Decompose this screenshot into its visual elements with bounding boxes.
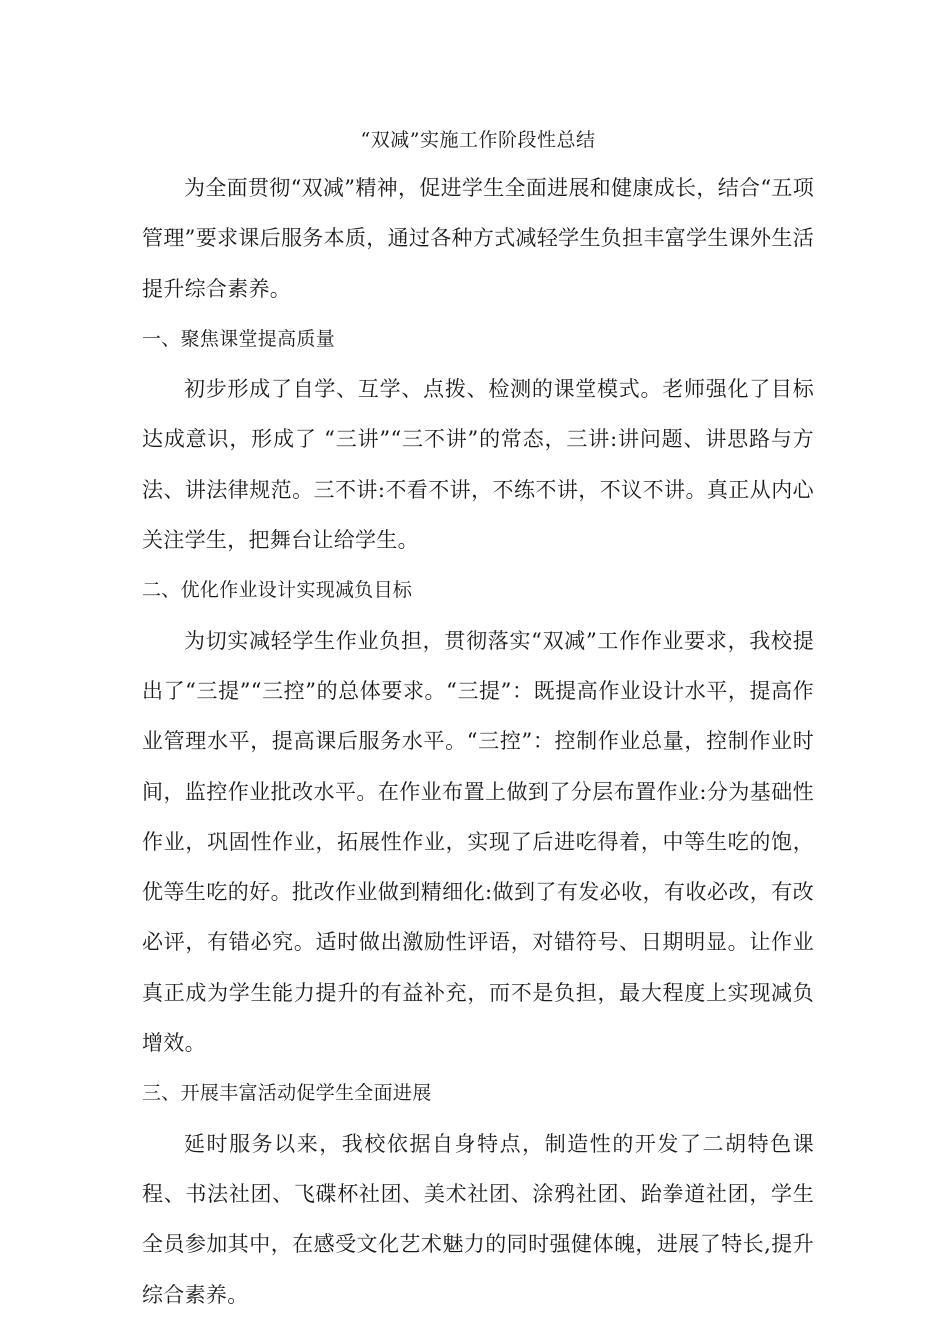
section-1-body: 初步形成了自学、互学、点拨、检测的课堂模式。老师强化了目标达成意识，形成了 “三讲”“三不讲”的常态，三讲:讲问题、讲思路与方法、讲法律规范。三不讲:不看不讲，不练不讲，不议不讲。真正从内心关注学生，把舞台让给学生。 bbox=[142, 377, 814, 553]
section-1-heading: 一、聚焦课堂提高质量 bbox=[142, 327, 336, 350]
document-title: “双减”实施工作阶段性总结 bbox=[360, 129, 596, 151]
document-content bbox=[142, 120, 814, 1320]
section-2-body: 为切实减轻学生作业负担，贯彻落实“双减”工作作业要求，我校提出了“三提”“三控”的总体要求。“三提”：既提高作业设计水平，提高作业管理水平，提高课后服务水平。“三控”：控制作业总量，控制作业时间，监控作业批改水平。在作业布置上做到了分层布置作业:分为基础性作业，巩固性作业，拓展性作业，实现了后进吃得着，中等生吃的饱，优等生吃的好。批改作业做到精细化:做到了有发必收，有收必改，有改必评，有错必究。适时做出激励性评语，对错符号、日期明显。让作业真正成为学生能力提升的有益补充，而不是负担，最大程度上实现减负增效。 bbox=[142, 628, 814, 1056]
section-3-heading: 三、开展丰富活动促学生全面进展 bbox=[142, 1082, 432, 1105]
intro-paragraph: 为全面贯彻“双减”精神，促进学生全面进展和健康成长，结合“五项管理”要求课后服务本质，通过各种方式减轻学生负担丰富学生课外生活提升综合素养。 bbox=[142, 176, 814, 301]
section-3-body: 延时服务以来，我校依据自身特点，制造性的开发了二胡特色课程、书法社团、飞碟杯社团、美术社团、涂鸦社团、跆拳道社团，学生全员参加其中，在感受文化艺术魅力的同时强健体魄，进展了特长,提升综合素养。 bbox=[142, 1131, 814, 1307]
section-2-heading: 二、优化作业设计实现减负目标 bbox=[142, 579, 413, 602]
